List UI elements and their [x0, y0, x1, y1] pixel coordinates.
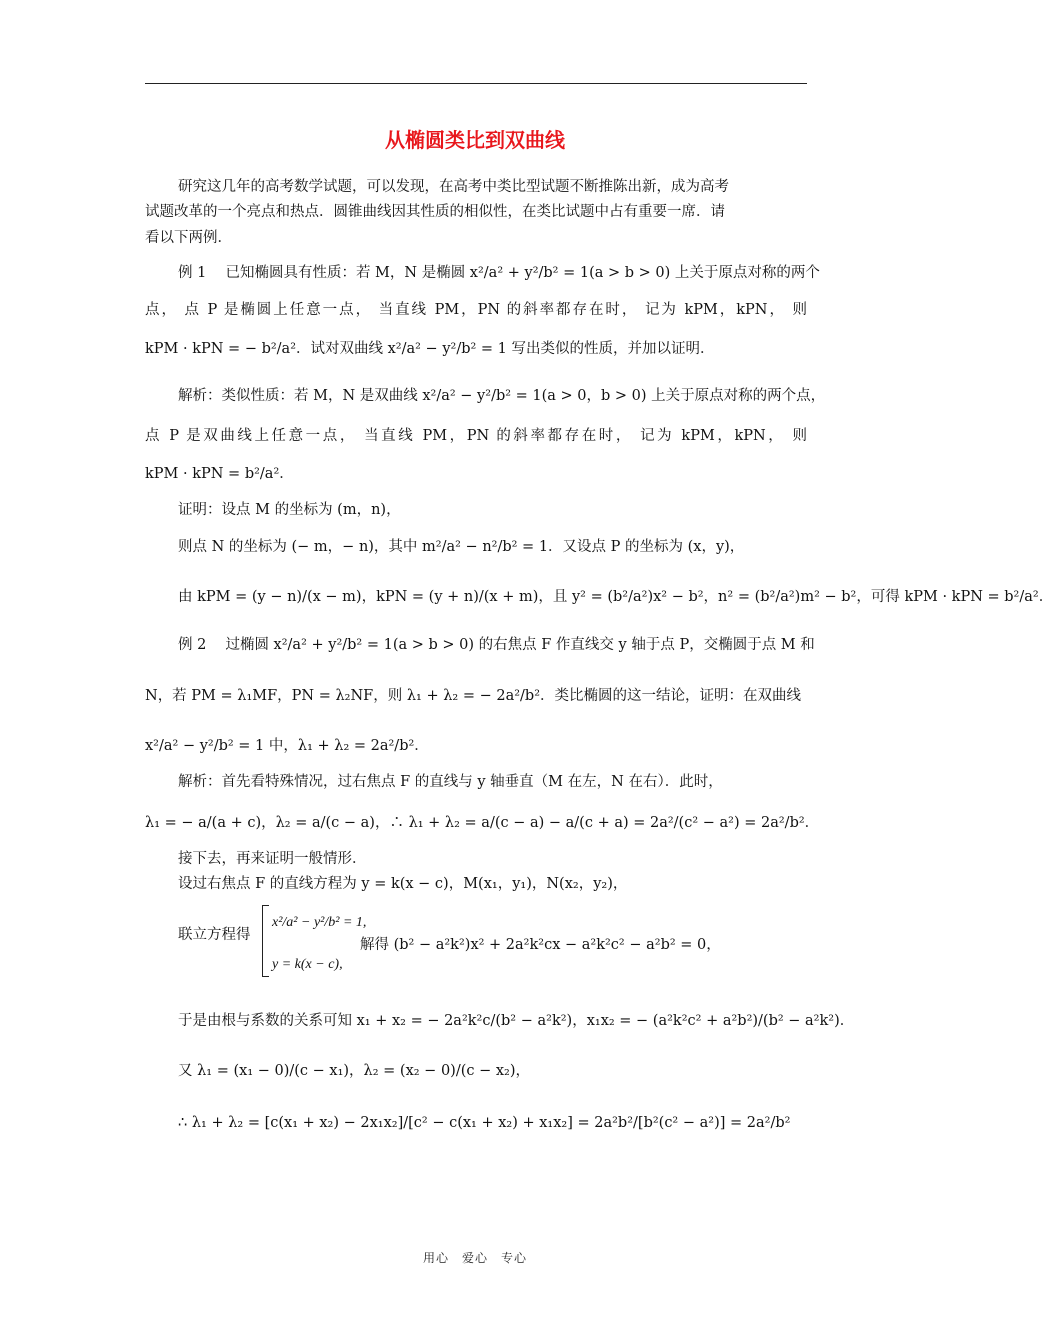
header-rule [145, 83, 807, 84]
text-line: 由 kPM = (y − n)/(x − m)，kPN = (y + n)/(x + m)，且 y² = (b²/a²)x² − b²，n² = (b²/a²)m² − b²，可得 kPM · kPN = b²/a²． [178, 589, 1053, 605]
text-line: kPM · kPN = b²/a²． [145, 466, 294, 482]
text-line: 接下去，再来证明一般情形． [178, 851, 367, 867]
page-footer: 用心 爱心 专心 [422, 1251, 527, 1265]
text-line: 则点 N 的坐标为 (− m，− n)，其中 m²/a² − n²/b² = 1．又设点 P 的坐标为 (x，y)， [178, 539, 745, 555]
text-line: 又 λ₁ = (x₁ − 0)/(c − x₁)，λ₂ = (x₂ − 0)/(c − x₂)， [178, 1063, 530, 1079]
system-solution: 解得 (b² − a²k²)x² + 2a²k²cx − a²k²c² − a²b² = 0， [360, 937, 721, 953]
system-equation-2: y = k(x − c), [272, 957, 343, 972]
text-line: λ₁ = − a/(a + c)，λ₂ = a/(c − a)，∴ λ₁ + λ₂ = a/(c − a) − a/(c + a) = 2a²/(c² − a²) = 2a²/b²． [145, 815, 820, 831]
text-line: 例 1 已知椭圆具有性质：若 M，N 是椭圆 x²/a² + y²/b² = 1(a > b > 0) 上关于原点对称的两个 [178, 265, 820, 281]
text-line: 研究这几年的高考数学试题，可以发现，在高考中类比型试题不断推陈出新，成为高考 [178, 179, 729, 195]
text-line: 证明：设点 M 的坐标为 (m，n)， [178, 502, 401, 518]
text-line: x²/a² − y²/b² = 1 中，λ₁ + λ₂ = 2a²/b²． [145, 738, 429, 754]
text-line: 于是由根与系数的关系可知 x₁ + x₂ = − 2a²k²c/(b² − a²k²)，x₁x₂ = − (a²k²c² + a²b²)/(b² − a²k²)． [178, 1013, 855, 1029]
system-equation-1: x²/a² − y²/b² = 1, [272, 915, 367, 930]
page-title: 从椭圆类比到双曲线 [385, 128, 565, 152]
text-line: ∴ λ₁ + λ₂ = [c(x₁ + x₂) − 2x₁x₂]/[c² − c(x₁ + x₂) + x₁x₂] = 2a²b²/[b²(c² − a²)] = 2a²/b² [178, 1115, 791, 1131]
text-line: 设过右焦点 F 的直线方程为 y = k(x − c)，M(x₁，y₁)，N(x₂，y₂)， [178, 876, 628, 892]
text-line: kPM · kPN = − b²/a²．试对双曲线 x²/a² − y²/b² = 1 写出类似的性质，并加以证明． [145, 341, 715, 357]
text-line: 解析：类似性质：若 M，N 是双曲线 x²/a² − y²/b² = 1(a > 0，b > 0) 上关于原点对称的两个点， [178, 388, 826, 404]
text-line: 看以下两例． [145, 230, 232, 246]
text-line: 联立方程得 [178, 927, 251, 943]
text-line: N，若 PM = λ₁MF，PN = λ₂NF，则 λ₁ + λ₂ = − 2a²/b²．类比椭圆的这一结论，证明：在双曲线 [145, 688, 802, 704]
equation-system-brace [262, 905, 269, 977]
text-line: 点， 点 P 是椭圆上任意一点， 当直线 PM，PN 的斜率都存在时， 记为 kPM，kPN， 则 [145, 302, 807, 318]
text-line: 解析：首先看特殊情况，过右焦点 F 的直线与 y 轴垂直（M 在左，N 在右）．此时， [178, 774, 723, 790]
text-line: 例 2 过椭圆 x²/a² + y²/b² = 1(a > b > 0) 的右焦点 F 作直线交 y 轴于点 P，交椭圆于点 M 和 [178, 637, 815, 653]
text-line: 试题改革的一个亮点和热点．圆锥曲线因其性质的相似性，在类比试题中占有重要一席．请 [145, 204, 725, 220]
text-line: 点 P 是双曲线上任意一点， 当直线 PM，PN 的斜率都存在时， 记为 kPM，kPN， 则 [145, 428, 807, 444]
